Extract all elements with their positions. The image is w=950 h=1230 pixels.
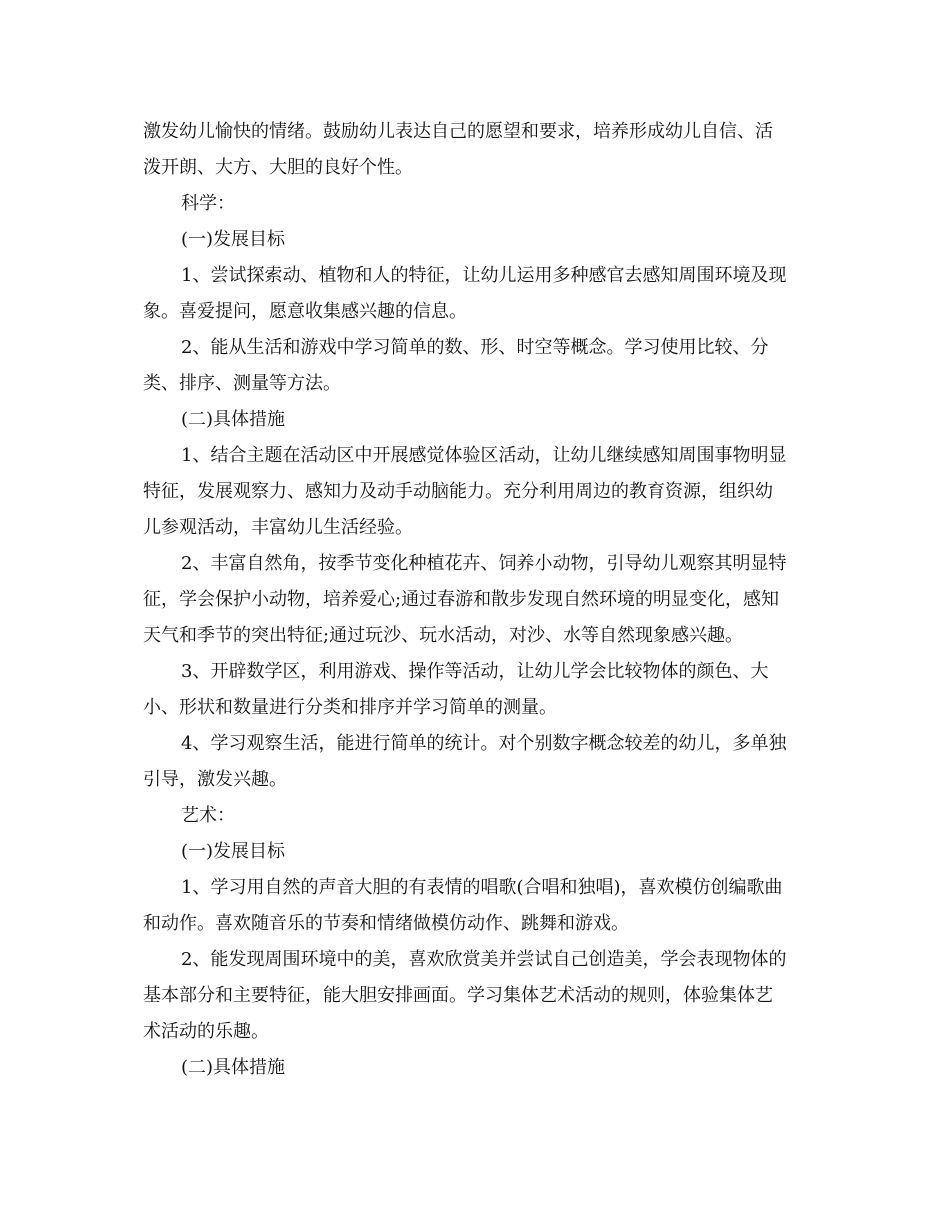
paragraph: [143, 186, 811, 222]
text-line: 小、形状和数量进行分类和排序并学习简单的测量。: [143, 697, 557, 718]
paragraph: [143, 654, 811, 726]
text-line: 术活动的乐趣。: [143, 1021, 269, 1042]
text-line: 基本部分和主要特征，能大胆安排画面。学习集体艺术活动的规则，体验集体艺: [143, 985, 773, 1006]
text-line: 泼开朗、大方、大胆的良好个性。: [143, 157, 413, 178]
document-page: [143, 114, 811, 1086]
text-line: 1、尝试探索动、植物和人的特征，让幼儿运用多种感官去感知周围环境及现: [181, 265, 787, 286]
paragraph: [143, 834, 811, 870]
text-line: 和动作。喜欢随音乐的节奏和情绪做模仿动作、跳舞和游戏。: [143, 913, 629, 934]
text-line: 激发幼儿愉快的情绪。鼓励幼儿表达自己的愿望和要求，培养形成幼儿自信、活: [143, 121, 773, 142]
text-line: 4、学习观察生活，能进行简单的统计。对个别数字概念较差的幼儿，多单独: [181, 733, 787, 754]
text-line: (一)发展目标: [181, 841, 286, 862]
text-line: 象。喜爱提问，愿意收集感兴趣的信息。: [143, 301, 467, 322]
text-line: 儿参观活动，丰富幼儿生活经验。: [143, 517, 413, 538]
paragraph: [143, 222, 811, 258]
paragraph: [143, 546, 811, 654]
text-line: 类、排序、测量等方法。: [143, 373, 341, 394]
paragraph: [143, 402, 811, 438]
text-line: 科学：: [181, 193, 235, 214]
paragraph: [143, 942, 811, 1050]
text-line: 2、能发现周围环境中的美，喜欢欣赏美并尝试自己创造美，学会表现物体的: [181, 949, 787, 970]
text-line: 引导，激发兴趣。: [143, 769, 287, 790]
text-line: 1、结合主题在活动区中开展感觉体验区活动，让幼儿继续感知周围事物明显: [181, 445, 787, 466]
text-line: 天气和季节的突出特征;通过玩沙、玩水活动，对沙、水等自然现象感兴趣。: [143, 625, 744, 646]
text-line: 2、丰富自然角，按季节变化种植花卉、饲养小动物，引导幼儿观察其明显特: [181, 553, 787, 574]
text-line: 特征，发展观察力、感知力及动手动脑能力。充分利用周边的教育资源，组织幼: [143, 481, 773, 502]
paragraph: [143, 438, 811, 546]
paragraph: [143, 258, 811, 330]
paragraph: [143, 114, 811, 186]
text-line: 2、能从生活和游戏中学习简单的数、形、时空等概念。学习使用比较、分: [181, 337, 769, 358]
paragraph: [143, 870, 811, 942]
paragraph: [143, 726, 811, 798]
text-line: 艺术：: [181, 805, 235, 826]
paragraph: [143, 330, 811, 402]
text-line: 3、开辟数学区，利用游戏、操作等活动，让幼儿学会比较物体的颜色、大: [181, 661, 769, 682]
text-line: (二)具体措施: [181, 409, 286, 430]
text-line: (一)发展目标: [181, 229, 286, 250]
paragraph: [143, 798, 811, 834]
text-line: 1、学习用自然的声音大胆的有表情的唱歌(合唱和独唱)，喜欢模仿创编歌曲: [181, 877, 783, 898]
text-line: 征，学会保护小动物，培养爱心;通过春游和散步发现自然环境的明显变化，感知: [143, 589, 780, 610]
paragraph: [143, 1050, 811, 1086]
text-line: (二)具体措施: [181, 1057, 286, 1078]
